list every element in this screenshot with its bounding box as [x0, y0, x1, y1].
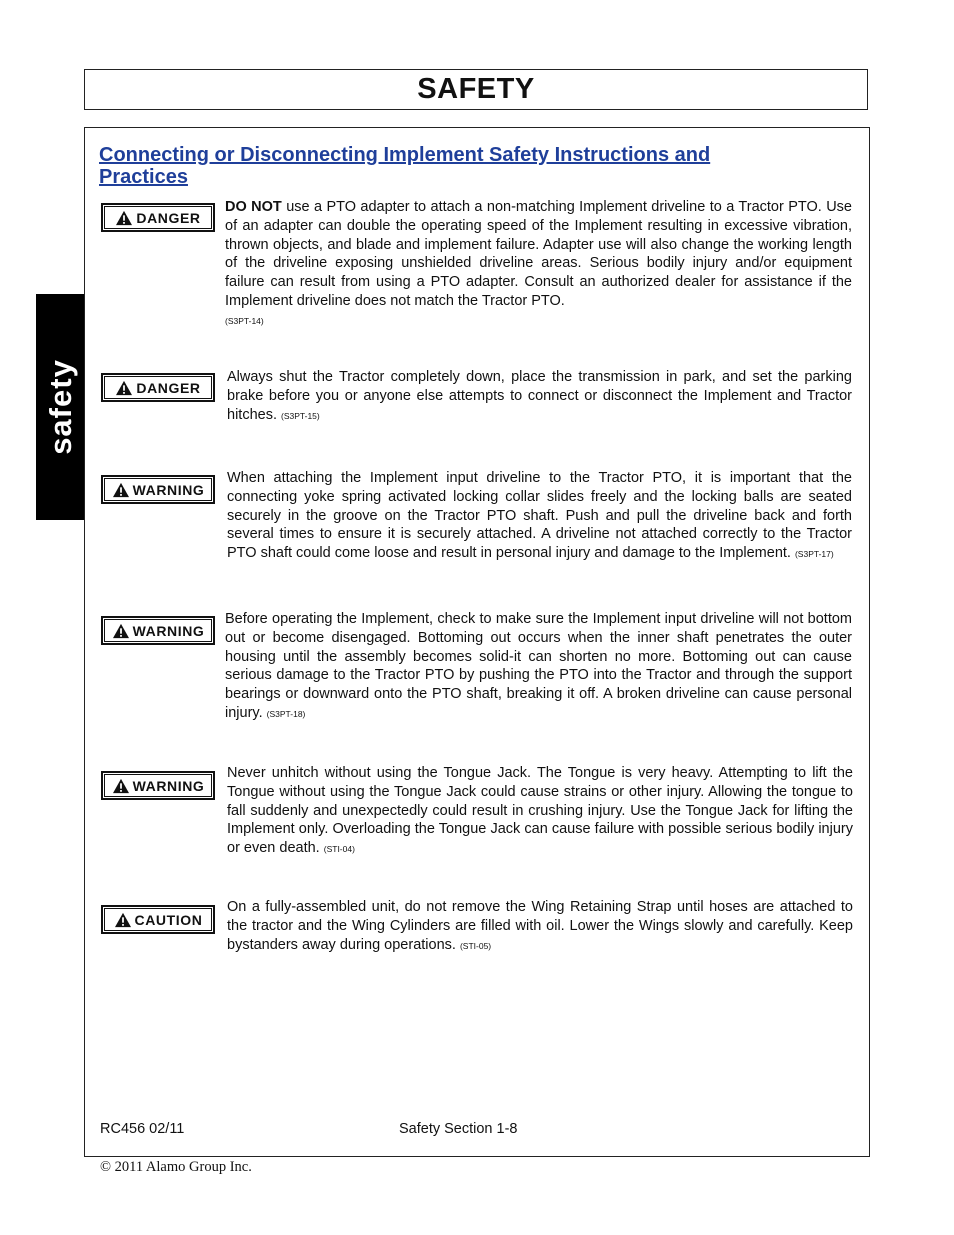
copyright-notice: © 2011 Alamo Group Inc. [100, 1159, 252, 1175]
message-lead: DO NOT [225, 199, 282, 215]
safety-message [227, 469, 852, 564]
badge-label: DANGER [136, 209, 201, 226]
warning-triangle-icon [114, 912, 132, 928]
side-section-tab [36, 294, 85, 520]
message-text: Never unhitch without using the Tongue Jack. The Tongue is very heavy. Attempting to lift the Tongue without using the Tongue Jack could cause strains or other injury. Allowing the tongue to fall suddenly and unexpectedly could result in crushing injury. Use the Tongue Jack for lifting the Implement only. Overloading the Tongue Jack can cause failure with possible serious bodily injury or even death. [227, 765, 853, 857]
warning-triangle-icon [112, 482, 130, 498]
badge-label: DANGER [136, 379, 201, 396]
section-title: Connecting or Disconnecting Implement Safety Instructions and Practices [99, 144, 711, 188]
danger-badge [101, 203, 215, 232]
badge-label: CAUTION [134, 911, 203, 928]
warning-triangle-icon [115, 380, 133, 396]
footer-doc-id: RC456 02/11 [100, 1121, 185, 1137]
page-header-title: SAFETY [417, 73, 535, 105]
message-text: On a fully-assembled unit, do not remove the Wing Retaining Strap until hoses are attached to the tractor and the Wing Cylinders are filled with oil. Lower the Wings slowly and carefully. Keep bystanders away during operations. [227, 899, 853, 953]
message-ref: (STI-05) [459, 940, 492, 951]
warning-badge [101, 475, 215, 504]
message-text: When attaching the Implement input driveline to the Tractor PTO, it is important that the connecting yoke spring activated locking collar slides freely and the locking balls are seated securely in the groove on the Tractor PTO shaft. Push and pull the driveline back and forth several times to ensure it is securely attached. A driveline not attached correctly to the Tractor PTO shaft could come loose and result in personal injury and damage to the Implement. [227, 470, 852, 562]
badge-label: WARNING [132, 777, 205, 794]
side-tab-label: safety [42, 359, 78, 455]
badge-label: WARNING [132, 481, 205, 498]
message-ref: (STI-04) [323, 844, 355, 855]
message-text: Always shut the Tractor completely down, place the transmission in park, and set the parking brake before you or anyone else attempts to connect or disconnect the Implement and Tractor hitches. [227, 369, 852, 423]
safety-message [225, 610, 852, 724]
safety-message [227, 764, 853, 859]
message-text: Before operating the Implement, check to make sure the Implement input driveline will not bottom out or become disengaged. Bottoming out occurs when the inner shaft penetrates the outer housing until the assembly becomes solid-it can shorten no more. Bottoming out can cause serious damage to the Tractor PTO by pushing the PTO into the Tractor and through the support bearings or downward onto the PTO shaft, breaking it off. A broken driveline can cause personal injury. [225, 611, 852, 721]
message-ref: (S3PT-15) [281, 410, 320, 421]
warning-badge [101, 616, 215, 645]
badge-label: WARNING [132, 622, 205, 639]
page-header [84, 69, 868, 110]
message-ref: (S3PT-14) [225, 315, 264, 326]
safety-message [227, 898, 853, 955]
message-ref: (S3PT-18) [266, 708, 306, 719]
safety-message [227, 368, 852, 425]
message-text: use a PTO adapter to attach a non-matching Implement driveline to a Tractor PTO. Use of an adapter can double the operating speed of the Implement resulting in excessive vibration, thrown objects, and blade and implement failure. Adapter use will also change the working length of the driveline exposing unshielded driveline areas. Serious bodily injury and/or equipment failure can result from using a PTO adapter. Consult an authorized dealer for assistance if the Implement driveline does not match the Tractor PTO. [225, 199, 852, 309]
warning-triangle-icon [115, 210, 133, 226]
content-panel [84, 127, 870, 1157]
danger-badge [101, 373, 215, 402]
message-ref: (S3PT-17) [794, 549, 834, 560]
warning-badge [101, 771, 215, 800]
footer-section: Safety Section 1-8 [399, 1121, 518, 1137]
warning-triangle-icon [112, 623, 130, 639]
safety-message [225, 198, 852, 331]
caution-badge [101, 905, 215, 934]
warning-triangle-icon [112, 778, 130, 794]
